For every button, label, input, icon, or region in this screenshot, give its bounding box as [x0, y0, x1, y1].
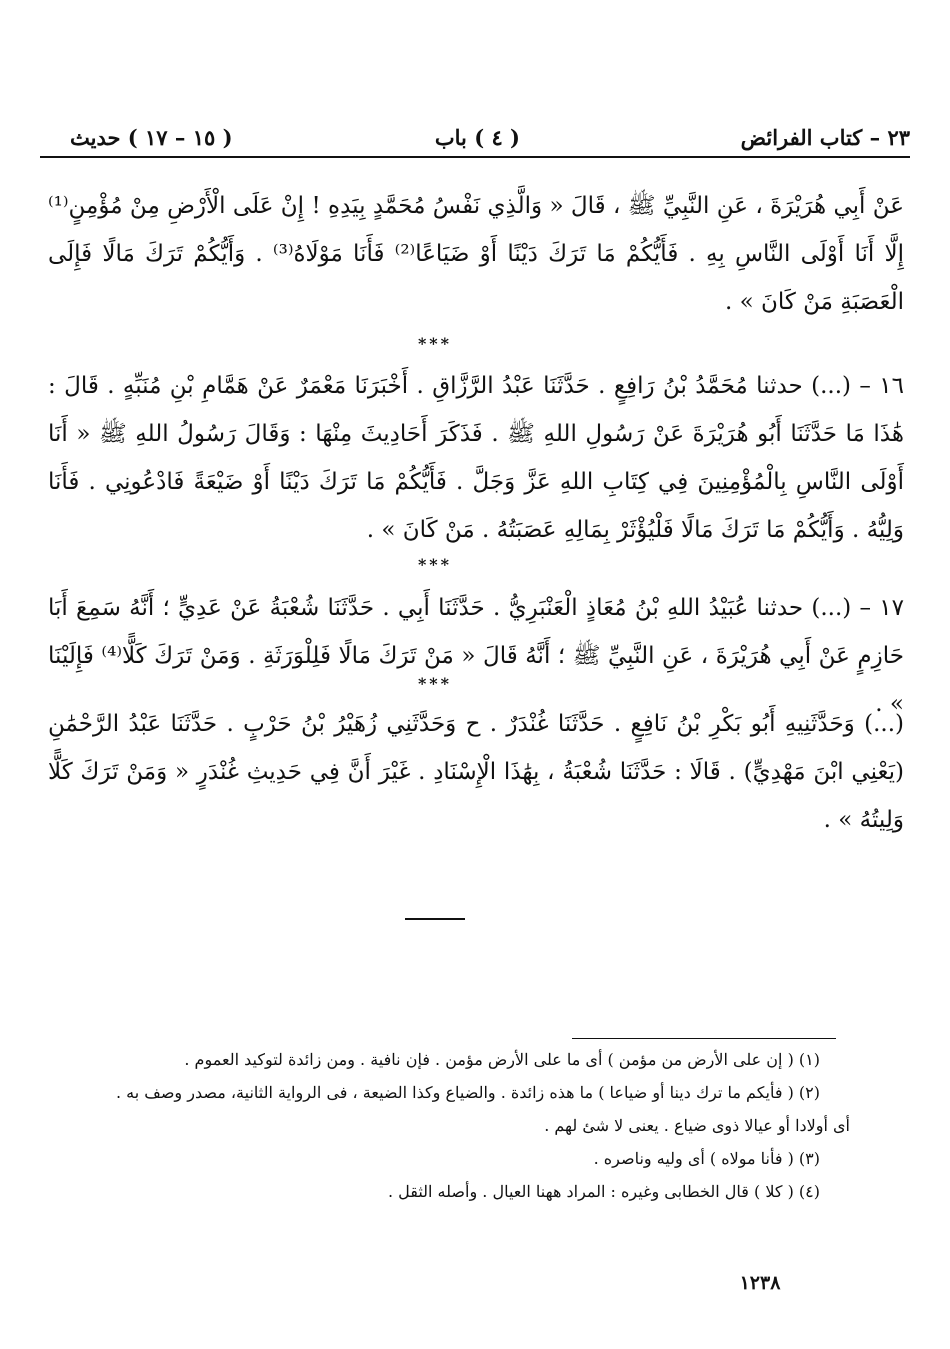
- footnote-2: (٢) ( فأيكم ما ترك دينا أو ضياعا ) ما هذه زائدة . والضياع وكذا الضيعة ، فى الرواية الثانية، مصدر وصف به .: [115, 1083, 820, 1102]
- footnote-2-continuation: أى أولادا أو عيالا ذوى ضياع . يعنى لا شئ لهم .: [544, 1116, 850, 1135]
- hadith-range: ( ١٥ – ١٧ ) حديث: [70, 125, 233, 150]
- hadith-17: ١٧ – (...) حدثنا عُبَيْدُ اللهِ بْنُ مُعَاذٍ الْعَنْبَرِيُّ . حَدَّثَنَا أَبِي . حَدَّثَنَا شُعْبَةُ عَنْ عَدِيٍّ ؛ أَنَّهُ سَمِعَ أَبَا حَازِمٍ عَنْ أَبِي هُرَيْرَةَ ، عَنِ النَّبِيِّ ﷺ ؛ أَنَّهُ قَالَ « مَنْ تَرَكَ مَالًا فَلِلْوَرَثَةِ . وَمَنْ تَرَكَ كَلًّا⁽⁴⁾ فَإِلَيْنَا » .: [48, 595, 904, 717]
- hadith-16: ١٦ – (...) حدثنا مُحَمَّدُ بْنُ رَافِعٍ . حَدَّثَنَا عَبْدُ الرَّزَّاقِ . أَخْبَرَنَا مَعْمَرٌ عَنْ هَمَّامِ بْنِ مُنَبِّهٍ . قَالَ : هَٰذَا مَا حَدَّثَنَا أَبُو هُرَيْرَةَ عَنْ رَسُولِ اللهِ ﷺ . فَذَكَرَ أَحَادِيثَ مِنْهَا : وَقَالَ رَسُولُ اللهِ ﷺ « أَنَا أَوْلَى النَّاسِ بِالْمُؤْمِنِينَ فِي كِتَابِ اللهِ عَزَّ وَجَلَّ . فَأَيُّكُمْ مَا تَرَكَ دَيْنًا أَوْ ضَيْعَةً فَادْعُونِي . فَأَنَا وَلِيُّهُ . وَأَيُّكُمْ مَا تَرَكَ مَالًا فَلْيُؤْثَرْ بِمَالِهِ عَصَبَتُهُ . مَنْ كَانَ » .: [48, 373, 904, 543]
- chapter-label: ( ٤ ) باب: [434, 125, 520, 150]
- running-header: [40, 118, 910, 158]
- footnotes: [60, 1046, 850, 1211]
- footnote-1: (١) ( إن على الأرض من مؤمن ) أى ما على الأرض مؤمن . فإن نافية . ومن زائدة لتوكيد العموم .: [184, 1050, 820, 1069]
- hadith-text-continuation: عَنْ أَبِي هُرَيْرَةَ ، عَنِ النَّبِيِّ ﷺ ، قَالَ « وَالَّذِي نَفْسُ مُحَمَّدٍ بِيَدِهِ ! إِنْ عَلَى الْأَرْضِ مِنْ مُؤْمِنٍ⁽¹⁾ إِلَّا أَنَا أَوْلَى النَّاسِ بِهِ . فَأَيُّكُمْ مَا تَرَكَ دَيْنًا أَوْ ضَيَاعًا⁽²⁾ فَأَنَا مَوْلَاهُ⁽³⁾ . وَأَيُّكُمْ تَرَكَ مَالًا فَإِلَى الْعَصَبَةِ مَنْ كَانَ » .: [48, 193, 904, 315]
- footnote-rule: [572, 1038, 836, 1039]
- header-rule: [40, 156, 910, 158]
- footnote-4: (٤) ( كلا ) قال الخطابى وغيره : المراد ههنا العيال . وأصله الثقل .: [387, 1182, 820, 1201]
- end-of-text-rule: [405, 918, 465, 920]
- footnote-3: (٣) ( فأنا مولاه ) أى وليه وناصره .: [593, 1149, 820, 1168]
- hadith-17-variant: (...) وَحَدَّثَنِيهِ أَبُو بَكْرِ بْنُ نَافِعٍ . حَدَّثَنَا غُنْدَرٌ . ح وَحَدَّثَنِي زُهَيْرُ بْنُ حَرْبٍ . حَدَّثَنَا عَبْدُ الرَّحْمَٰنِ (يَعْنِي ابْنَ مَهْدِيٍّ) . قَالَا : حَدَّثَنَا شُعْبَةُ ، بِهَٰذَا الْإِسْنَادِ . غَيْرَ أَنَّ فِي حَدِيثِ غُنْدَرٍ « وَمَنْ تَرَكَ كَلًّا وَلِيتُهُ » .: [48, 711, 904, 833]
- section-separator: ***: [417, 674, 453, 693]
- section-separator: ***: [417, 334, 453, 353]
- page-number: ١٢٣٨: [739, 1272, 781, 1294]
- section-separator: ***: [417, 555, 453, 574]
- book-title: ٢٣ – كتاب الفرائض: [740, 125, 910, 150]
